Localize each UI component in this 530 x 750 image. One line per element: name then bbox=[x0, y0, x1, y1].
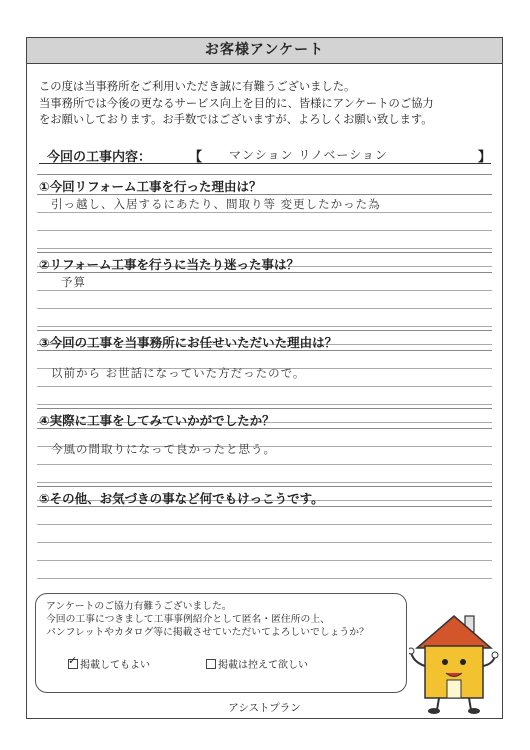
answer-line[interactable] bbox=[37, 273, 492, 291]
consent-option-yes-label: 掲載してもよい bbox=[80, 660, 150, 671]
survey-sheet bbox=[26, 37, 503, 719]
answer-line[interactable] bbox=[37, 366, 492, 387]
question-1-answer: 引っ越し、入居するにあたり、間取り等 変更したかった為 bbox=[51, 197, 381, 211]
answer-line[interactable] bbox=[37, 543, 492, 561]
work-subject-row bbox=[39, 146, 491, 164]
bracket-open: 【 bbox=[189, 150, 203, 165]
question-5 bbox=[37, 486, 492, 579]
consent-option-no-label: 掲載は控えて欲しい bbox=[218, 660, 308, 671]
checkbox-icon[interactable] bbox=[206, 659, 216, 669]
answer-line[interactable] bbox=[37, 291, 492, 309]
bracket-close: 】 bbox=[477, 150, 491, 165]
question-5-title: ⑤その他、お気づきの事など何でもけっこうです。 bbox=[37, 486, 492, 507]
consent-option-no[interactable] bbox=[206, 656, 308, 671]
question-4-title: ④実際に工事をしてみていかがでしたか？ bbox=[37, 408, 492, 429]
checkbox-checked-icon[interactable] bbox=[68, 659, 78, 669]
question-1-title: ①今回リフォーム工事を行った理由は？ bbox=[37, 174, 492, 195]
answer-line[interactable] bbox=[37, 561, 492, 579]
consent-box bbox=[35, 593, 407, 693]
answer-line[interactable] bbox=[37, 442, 492, 465]
question-2-answer: 予算 bbox=[61, 275, 86, 289]
page-title: お客様アンケート bbox=[27, 38, 502, 64]
answer-line[interactable] bbox=[37, 507, 492, 525]
answer-line[interactable] bbox=[37, 195, 492, 213]
work-subject-answer[interactable]: マンション リノベーション bbox=[229, 148, 388, 162]
answer-line[interactable] bbox=[37, 525, 492, 543]
consent-message: アンケートのご協力有難うございました。 今回の工事につきまして工事事例紹介として匿名・匿住所の上、 パンフレットやカタログ等に掲載させていただいてよろしいでしょうか？ bbox=[46, 601, 369, 638]
footer-company: アシストプラン bbox=[228, 702, 301, 714]
question-2-title: ②リフォーム工事を行うに当たり迷った事は？ bbox=[37, 252, 492, 273]
question-3-title: ③今回の工事を当事務所にお任せいただいた理由は？ bbox=[37, 330, 492, 351]
answer-line[interactable] bbox=[37, 465, 492, 483]
answer-line[interactable] bbox=[37, 309, 492, 327]
consent-option-yes[interactable] bbox=[68, 656, 150, 671]
question-4-answer: 今風の間取りになって良かったと思う。 bbox=[51, 442, 276, 456]
work-subject-label: 今回の工事内容： bbox=[47, 150, 152, 165]
question-3-answer: 以前から お世話になっていた方だったので。 bbox=[51, 366, 306, 380]
intro-text: この度は当事務所をご利用いただき誠に有難うございました。 当事務所では今後の更なるサービス向上を目的に、皆様にアンケートのご協力 をお願いしております。お手数ではございますが、よろしくお願い致します。 bbox=[39, 80, 434, 126]
answer-line[interactable] bbox=[37, 231, 492, 249]
answer-line[interactable] bbox=[37, 213, 492, 231]
answer-line[interactable] bbox=[37, 387, 492, 405]
